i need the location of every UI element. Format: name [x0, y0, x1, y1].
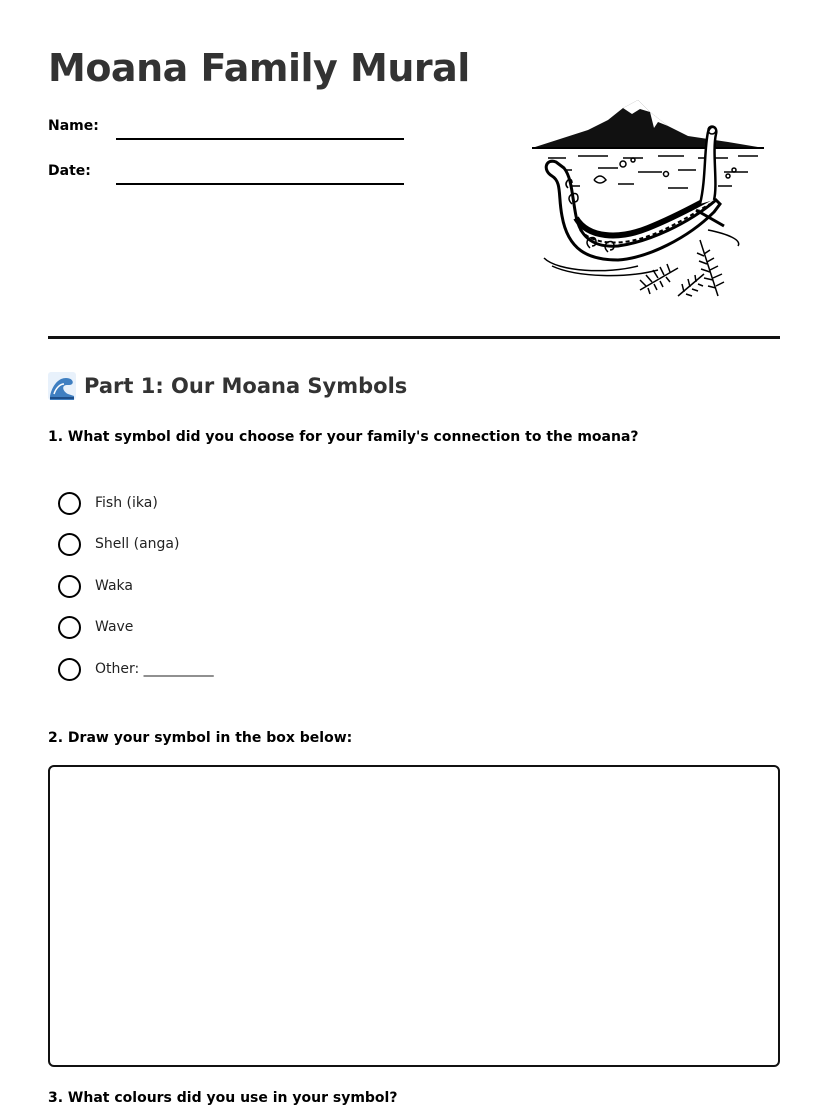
question-1: 1. What symbol did you choose for your family's connection to the moana?	[48, 429, 639, 445]
radio-button[interactable]	[58, 492, 81, 515]
section-divider	[48, 336, 780, 339]
radio-button[interactable]	[58, 533, 81, 556]
part1-heading: Part 1: Our Moana Symbols	[84, 374, 408, 398]
radio-button[interactable]	[58, 616, 81, 639]
option-waka[interactable]	[58, 574, 133, 598]
option-label: Wave	[95, 619, 134, 635]
option-label: Other: __________	[95, 661, 214, 677]
waka-canoe-illustration-icon	[528, 100, 772, 300]
mountain-icon	[532, 100, 764, 148]
radio-button[interactable]	[58, 658, 81, 681]
page-title: Moana Family Mural	[48, 46, 470, 90]
option-wave[interactable]	[58, 615, 133, 639]
radio-button[interactable]	[58, 575, 81, 598]
wave-icon	[48, 372, 76, 400]
option-shell[interactable]	[58, 532, 179, 556]
option-label: Waka	[95, 578, 133, 594]
date-label: Date:	[48, 163, 91, 179]
option-other[interactable]	[58, 657, 214, 681]
name-field[interactable]	[116, 138, 404, 140]
name-label: Name:	[48, 118, 99, 134]
section-heading-part1	[48, 372, 407, 400]
option-label: Fish (ika)	[95, 495, 158, 511]
option-label: Shell (anga)	[95, 536, 180, 552]
option-fish[interactable]	[58, 491, 158, 515]
question-2: 2. Draw your symbol in the box below:	[48, 730, 353, 746]
drawing-box[interactable]	[48, 765, 780, 1067]
question-3: 3. What colours did you use in your symbol?	[48, 1090, 398, 1106]
date-field[interactable]	[116, 183, 404, 185]
